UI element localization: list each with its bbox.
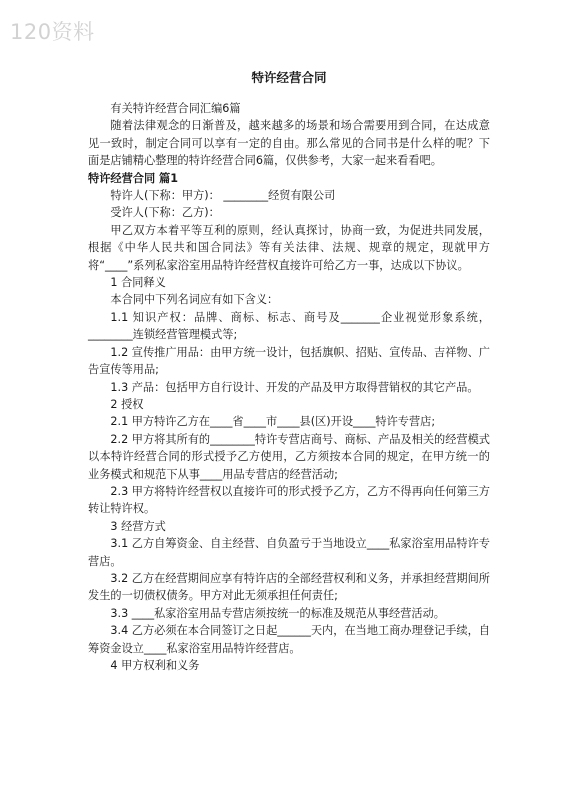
clause-heading: 1 合同释义	[110, 276, 166, 290]
document-title: 特许经营合同	[251, 70, 327, 85]
clause-heading: 3 经营方式	[110, 519, 166, 533]
clause: 3.4 乙方必须在本合同签订之日起______天内，在当地工商办理登记手续，自筹资金设立____私家浴室用品特许经营店。	[88, 624, 490, 655]
paragraph: 受许人(下称：乙方)：	[110, 206, 220, 220]
clause-heading: 4 甲方权利和义务	[110, 659, 200, 672]
clause: 3.3 ____私家浴室用品专营店须按统一的标准及规范从事经营活动。	[110, 606, 445, 620]
clause-heading: 2 授权	[110, 397, 144, 411]
clause: 2.2 甲方将其所有的________特许专营店商号、商标、产品及相关的经营模式以本特许经营合同的形式授予乙方使用，乙方须按本合同的规定，在甲方统一的业务模式和规范下从事____用品专营店的经营活动;	[88, 432, 490, 481]
clause: 1.2 宣传推广用品：由甲方统一设计，包括旗帜、招贴、宣传品、吉祥物、广告宣传等用品;	[88, 345, 490, 377]
paragraph: 甲乙双方本着平等互利的原则，经认真探讨，协商一致，为促进共同发展，根据《中华人民共和国合同法》等有关法律、法规、规章的规定，现就甲方将“____”系列私家浴室用品特许经营权直接许可给乙方一事，达成以下协议。	[88, 223, 490, 272]
paragraph: 本合同中下列名词应有如下含义：	[110, 293, 279, 307]
section-heading: 特许经营合同 篇1	[88, 171, 178, 185]
paragraph: 有关特许经营合同汇编6篇	[110, 102, 241, 115]
clause: 2.1 甲方特许乙方在____省____市____县(区)开设____特许专营店;	[110, 415, 436, 429]
paragraph: 随着法律观念的日渐普及，越来越多的场景和场合需要用到合同，在达成意见一致时，制定合同可以享有一定的自由。那么常见的合同书是什么样的呢？下面是店铺精心整理的特许经营合同6篇，仅供参考，大家一起来看看吧。	[88, 119, 490, 168]
paragraph: 特许人(下称：甲方)： ________经贸有限公司	[110, 189, 336, 203]
clause: 1.1 知识产权：品牌、商标、标志、商号及_______企业视觉形象系统，________连锁经营管理模式等;	[88, 310, 490, 342]
clause: 3.2 乙方在经营期间应享有特许店的全部经营权利和义务，并承担经营期间所发生的一切债权债务。甲方对此无须承担任何责任;	[88, 571, 490, 603]
clause: 3.1 乙方自筹资金、自主经营、自负盈亏于当地设立____私家浴室用品特许专营店。	[88, 537, 490, 568]
document-body	[88, 100, 490, 674]
watermark: 120资料	[10, 20, 95, 44]
clause: 2.3 甲方将特许经营权以直接许可的形式授予乙方，乙方不得再向任何第三方转让特许权。	[88, 484, 490, 516]
clause: 1.3 产品：包括甲方自行设计、开发的产品及甲方取得营销权的其它产品。	[110, 380, 479, 394]
